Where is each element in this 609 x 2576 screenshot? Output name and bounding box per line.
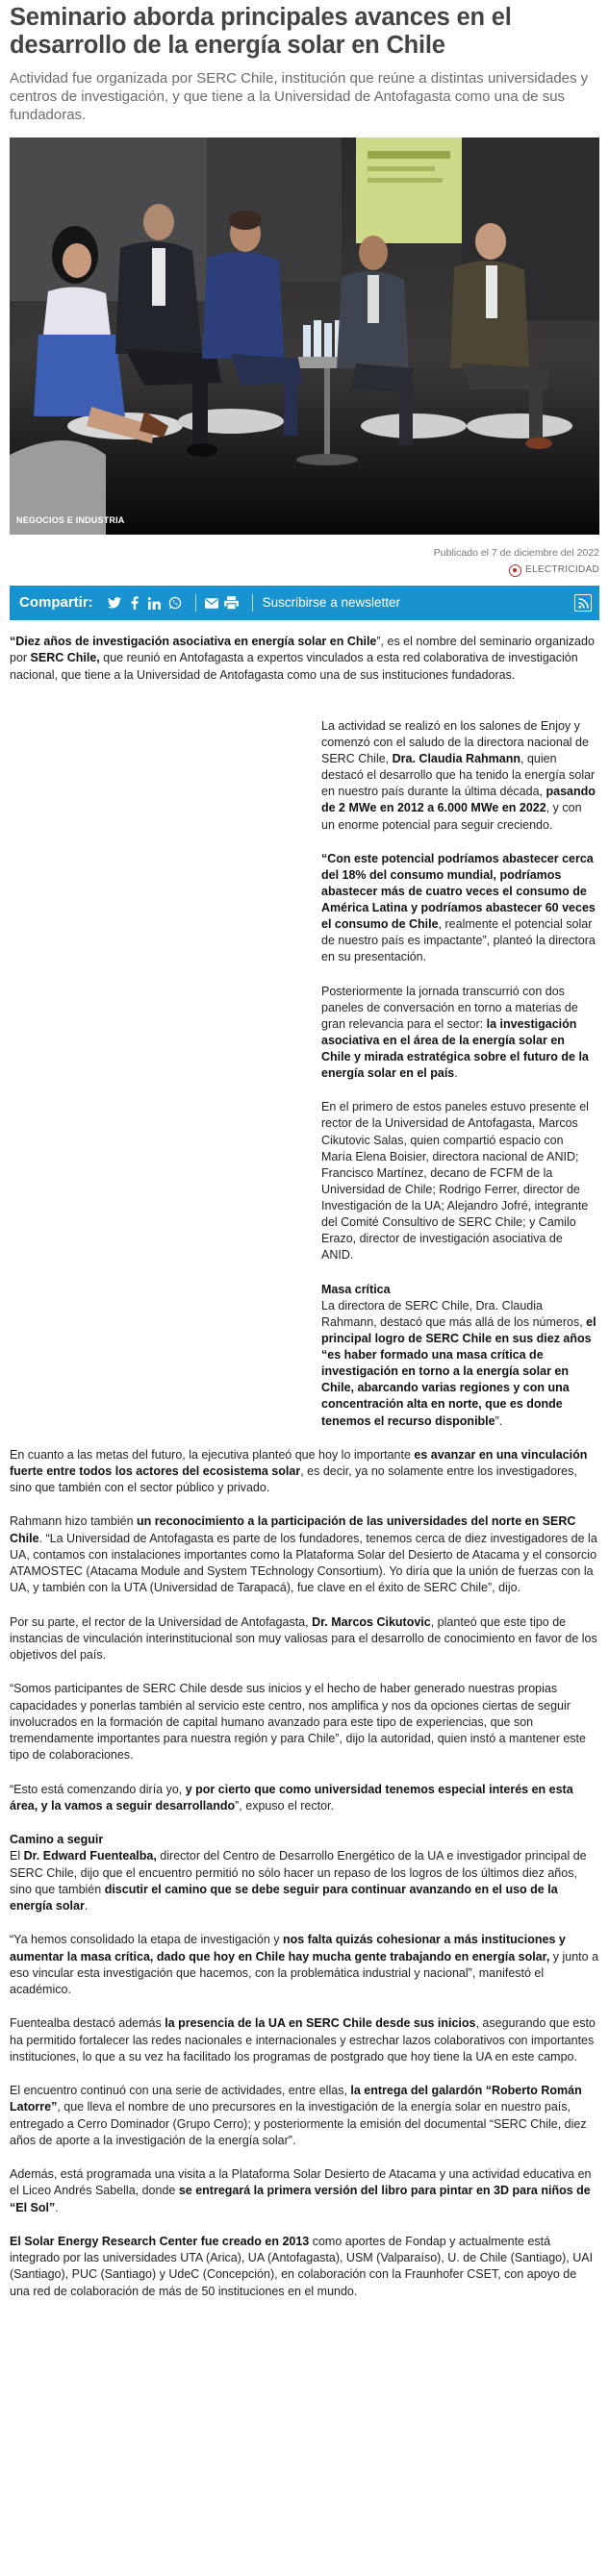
newsletter-link[interactable]: Suscribirse a newsletter: [262, 594, 400, 610]
category-label: ELECTRICIDAD: [525, 564, 599, 576]
paragraph: Posteriormente la jornada transcurrió con dos paneles de conversación en torno a materias de gran relevancia para el sector: la investigación asociativa en el área de la energía solar en Chile y mirada estratégica sobre el futuro de la energía solar en el país.: [321, 984, 589, 1081]
paragraph: Rahmann hizo también un reconocimiento a la participación de las universidades del norte en SERC Chile. “La Universidad de Antofagasta es parte de los fundadores, tenemos cerca de diez investigadores de la UA, contamos con instalaciones importantes como la Plataforma Solar del Desierto de Atacama y el consorcio ATAMOSTEC (Atacama Module and System TEchnology Consortium). Yo diría que la unión de fuerzas con la UA, y también con la UTA (Universidad de Tarapacá), fue clave en el éxito de SERC Chile”, dijo.: [10, 1514, 597, 1595]
paragraph: Por su parte, el rector de la Universidad de Antofagasta, Dr. Marcos Cikutovic, planteó que este tipo de instancias de vinculación interinstitucional son muy valiosas para el desarrollo de conocimiento en favor de los objetivos del país.: [10, 1614, 597, 1663]
article-title: Seminario aborda principales avances en el desarrollo de la energía solar en Chile: [10, 4, 512, 59]
paragraph: Camino a seguir El Dr. Edward Fuentealba, director del Centro de Desarrollo Energético de la UA e investigador principal de SERC Chile, dijo que el encuentro permitió no sólo hacer un repaso de los logros de los últimos diez años, sino que también discutir el camino que se debe seguir para continuar avanzando en el uso de la energía solar.: [10, 1832, 599, 1914]
paragraph: “Con este potencial podríamos abastecer cerca del 18% del consumo mundial, podríamos abastecer más de cuatro veces el consumo de América Latina y podríamos abastecer 60 veces el consumo de Chile, realmente el potencial solar de nuestro país es impactante”, planteó la directora en su presentación.: [321, 851, 596, 964]
paragraph: Además, está programada una visita a la Plataforma Solar Desierto de Atacama y una actividad educativa en el Liceo Andrés Sabella, donde se entregará la primera versión del libro para pintar en 3D para niños de “El Sol”.: [10, 2167, 592, 2214]
paragraph: Masa crítica La directora de SERC Chile, Dra. Claudia Rahmann, destacó que más allá de los números, el principal logro de SERC Chile en sus diez años “es haber formado una masa crítica de investigación en torno a la energía solar en Chile, abarcando varias regiones y con una concentración alta en norte, que es donde tenemos el recurso disponible”.: [321, 1282, 596, 1428]
paragraph: El Solar Energy Research Center fue creado en 2013 como aportes de Fondap y actualmente está integrado por las universidades UTA (Arica), UA (Antofagasta), USM (Valparaíso), U. de Chile (Santiago), UAI (Santiago), PUC (Santiago) y UdeC (Concepción), en colaboración con la Fraunhofer CSET, con apoyo de una red de colaboración de más de 50 instituciones en el mundo.: [10, 2234, 594, 2298]
share-label: Compartir:: [19, 593, 93, 611]
paragraph: En cuanto a las metas del futuro, la ejecutiva planteó que hoy lo importante es avanzar en una vinculación fuerte entre todos los actores del ecosistema solar, es decir, ya no solamente entre los investigadores, sino que también con el sector público y privado.: [10, 1447, 588, 1495]
paragraph: El encuentro continuó con una serie de actividades, entre ellas, la entrega del galardón “Roberto Román Latorre”, que lleva el nombre de uno precursores en la investigación de la energía solar en nuestro país, entregado a Cerro Dominador (Grupo Cerro); y posteriormente la emisión del documental “SERC Chile, diez años de aporte a la investigación de la energía solar”.: [10, 2084, 587, 2147]
linkedin-icon[interactable]: [147, 593, 163, 613]
paragraph: En el primero de estos paneles estuvo presente el rector de la Universidad de Antofagasta, Marcos Cikutovic Salas, quien compartió espacio con María Elena Boisier, directora nacional de ANID; Francisco Martínez, decano de FCFM de la Universidad de Chile; Rodrigo Ferrer, director de Investigación de la UA; Alejandro Jofré, integrante del Comité Consultivo de SERC Chile; y Camilo Erazo, director de investigación asociativa de ANID.: [321, 1100, 589, 1263]
paragraph: “Esto está comenzando diría yo, y por cierto que como universidad tenemos especial interés en esta área, y la vamos a seguir desarrollando”, expuso el rector.: [10, 1782, 573, 1813]
article-body: [10, 634, 599, 2300]
print-icon[interactable]: [224, 593, 240, 613]
side-column: [321, 718, 596, 1430]
lead-paragraph: “Diez años de investigación asociativa en energía solar en Chile”, es el nombre del seminario organizado por SERC Chile, que reunió en Antofagasta a expertos vinculados a esta red colaborativa de investigación nacional, que tiene a la Universidad de Antofagasta como una de sus instituciones fundadoras.: [10, 635, 595, 682]
seminar-panel-photo: [10, 138, 599, 535]
bolt-icon: [509, 564, 521, 577]
twitter-icon[interactable]: [107, 593, 122, 613]
category-tag[interactable]: [10, 563, 599, 577]
publish-date: Publicado el 7 de diciembre del 2022: [433, 546, 599, 559]
paragraph: La actividad se realizó en los salones de Enjoy y comenzó con el saludo de la directora nacional de SERC Chile, Dra. Claudia Rahmann, quien destacó el desarrollo que ha tenido la energía solar en nuestro país durante la última década, pasando de 2 MWe en 2012 a 6.000 MWe en 2022, y con un enorme potencial para seguir creciendo.: [321, 718, 596, 832]
paragraph: Fuentealba destacó además la presencia de la UA en SERC Chile desde sus inicios, asegurando que esto ha permitido fortalecer las redes nacionales e internacionales y estrechar lazos colaborativos con importantes instituciones, lo que a su vez ha facilitado los programas de postgrado que hoy tiene la UA en este campo.: [10, 2016, 596, 2063]
whatsapp-icon[interactable]: [167, 593, 183, 613]
facebook-icon[interactable]: [127, 593, 142, 613]
paragraph: “Somos participantes de SERC Chile desde sus inicios y el hecho de haber generado nuestras propias capacidades y ponerlas también al servicio este centro, nos amplifica y nos da opciones ciertas de seguir involucrados en la formación de capital humano avanzado para este tipo de experiencias, que son tremendamente importantes para nuestra región y para Chile”, dijo la autoridad, quien instó a mantener este tipo de colaboraciones.: [10, 1682, 586, 1763]
rss-icon[interactable]: [574, 594, 592, 612]
section-heading: Masa crítica: [321, 1282, 391, 1296]
section-heading: Camino a seguir: [10, 1833, 104, 1847]
article-photo: [10, 138, 599, 535]
share-divider: [195, 594, 196, 612]
photo-credit: NEGOCIOS E INDUSTRIA: [16, 515, 125, 526]
share-bar: [10, 586, 599, 620]
email-icon[interactable]: [204, 593, 219, 613]
article-subtitle: Actividad fue organizada por SERC Chile, institución que reúne a distintas universidades y centros de investigación, y que tiene a la Universidad de Antofagasta como una de sus fundadoras.: [10, 69, 589, 123]
paragraph: “Ya hemos consolidado la etapa de investigación y nos falta quizás cohesionar a más instituciones y aumentar la masa crítica, dado que hoy en Chile hay mucha gente trabajando en energía solar, y junto a eso vincular esta investigación que hacemos, con la problemática industrial y nacional”, manifestó el académico.: [10, 1933, 599, 1997]
share-divider: [252, 594, 253, 612]
